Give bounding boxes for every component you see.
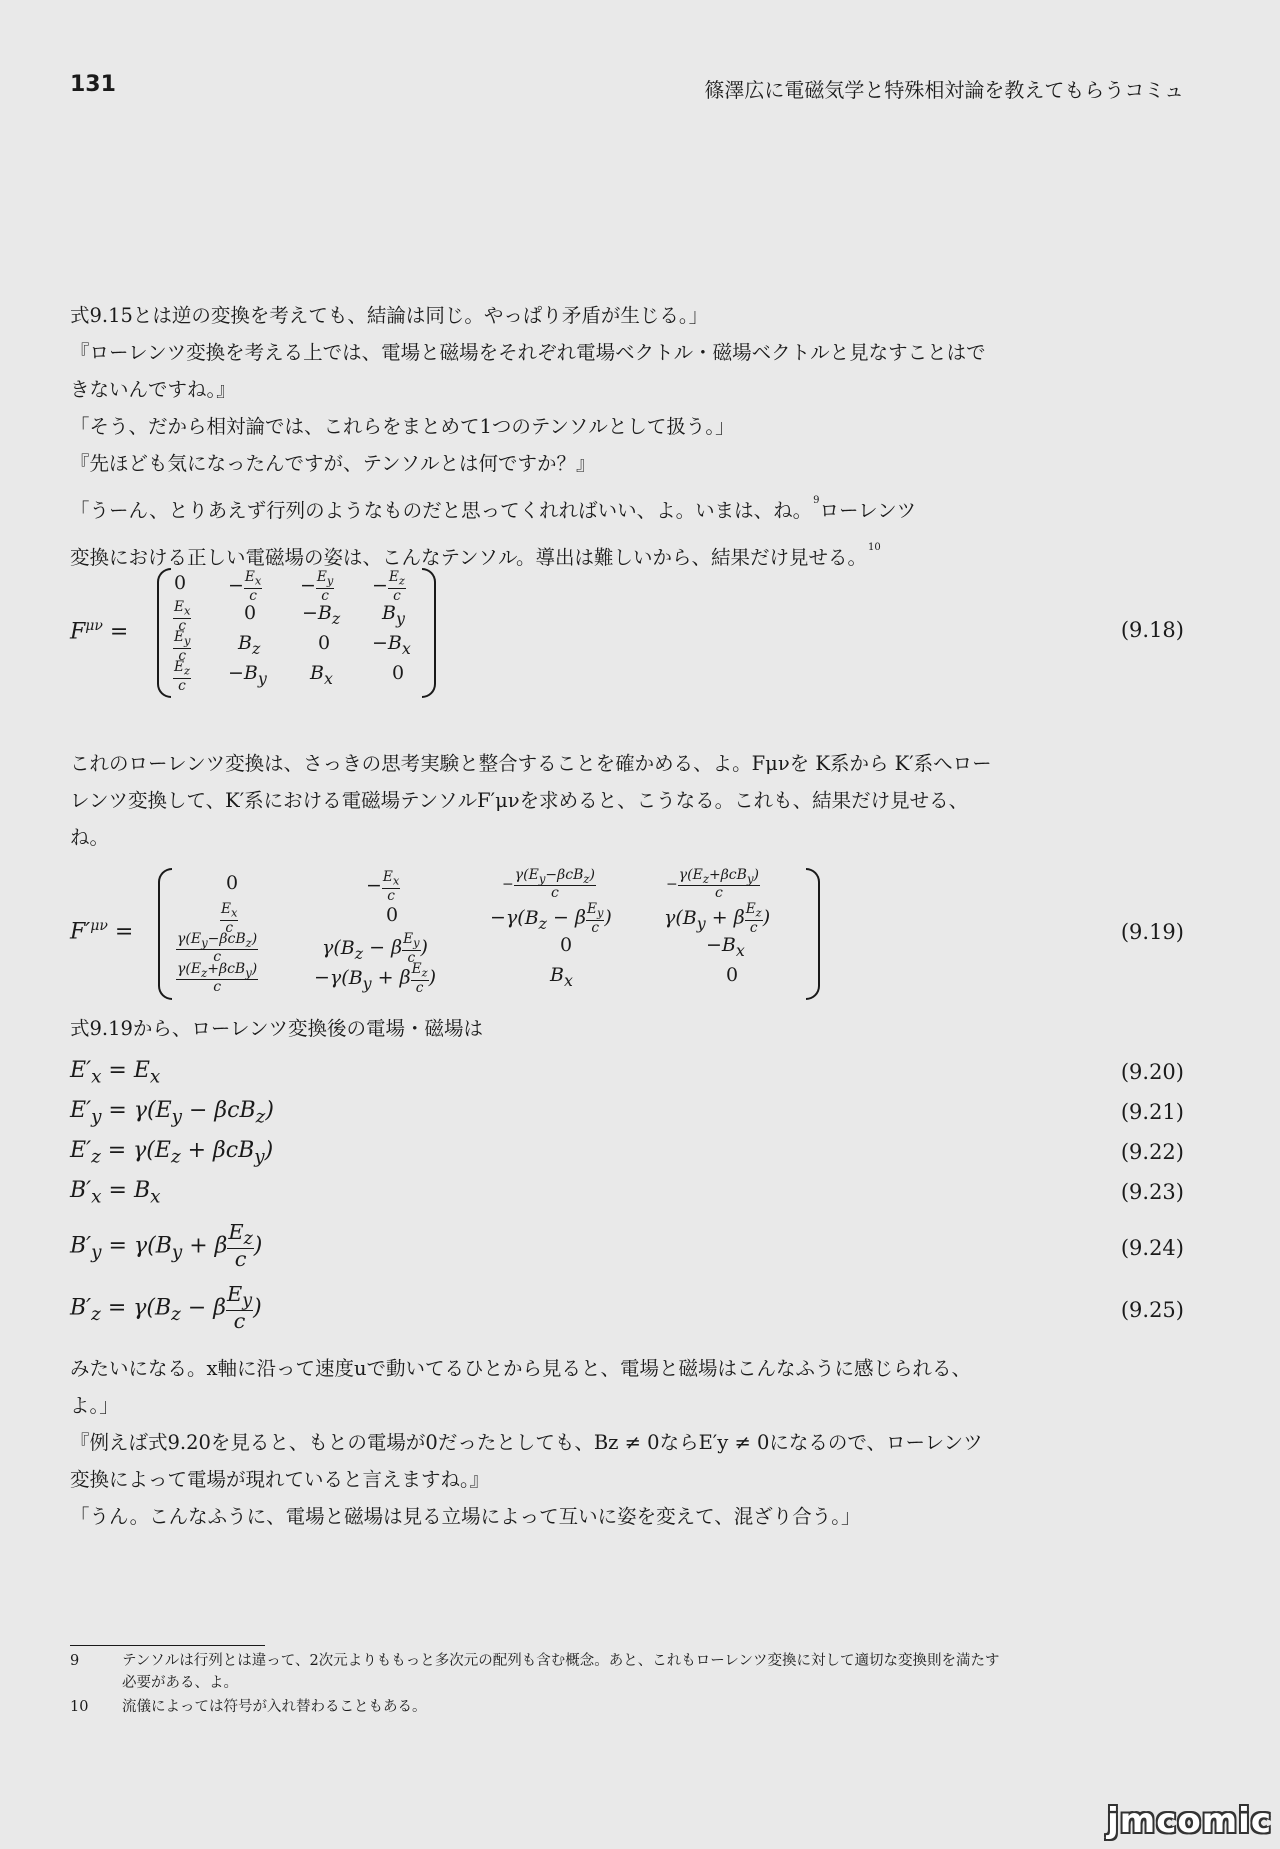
matrix-cell: $B_x$ [550,964,573,990]
equation-lhs: $F'^{\mu\nu}$ = [70,918,134,945]
matrix-left-bracket [157,568,171,698]
matrix-cell: − $\frac{\gamma(E_z+\beta cB_y)}{c}$ [666,867,759,902]
text-block-3 [70,1010,1000,1047]
matrix-cell: − $\frac{E_x}{c}$ [228,569,262,604]
matrix-cell: − $\frac{\gamma(E_y-\beta cB_z)}{c}$ [502,867,595,902]
running-title: 篠澤広に電磁気学と特殊相対論を教えてもらうコミュ [704,78,1184,102]
equation-9-22: $E'_z = \gamma(E_z + \beta cB_y)$ [70,1138,274,1168]
matrix-cell: 0 [318,632,331,654]
matrix-cell: $\gamma(B_y + \beta$ $\frac{E_z}{c}$ ) [664,901,771,936]
matrix-cell: 0 [226,872,239,894]
equation-9-19 [70,868,830,1000]
paragraph: 「うん。こんなふうに、電場と磁場は見る立場によって互いに姿を変えて、混ざり合う。」 [70,1505,861,1528]
equation-lhs: $F^{\mu\nu}$ = [70,618,129,645]
matrix-cell: $\frac{\gamma(E_y-\beta cB_z)}{c}$ [177,931,258,966]
footnote-marker[interactable]: 10 [867,542,881,553]
footnote-marker[interactable]: 9 [813,495,820,506]
paragraph: 式9.15とは逆の変換を考えても、結論は同じ。やっぱり矛盾が生じる。」 [70,304,709,327]
footnote-number: 10 [70,1699,89,1715]
matrix-cell: 0 [244,602,257,624]
matrix-cell: $\gamma(B_z - \beta$ $\frac{E_y}{c}$ ) [322,931,428,966]
matrix-cell: $\frac{E_y}{c}$ [174,629,191,664]
equation-9-18 [70,568,470,698]
paragraph: 式9.19から、ローレンツ変換後の電場・磁場は [70,1017,484,1040]
matrix-right-bracket [806,868,820,1000]
footnote-9 [70,1650,1000,1694]
matrix-right-bracket [422,568,436,698]
matrix-cell: $B_x$ [310,662,333,688]
footnote-divider [70,1645,265,1646]
equation-9-25: $B'_z = \gamma(B_z - \beta$ $\frac{E_y}{c}$ ) [70,1282,262,1334]
paragraph: 「そう、だから相対論では、これらをまとめて1つのテンソルとして扱う。」 [70,415,735,438]
footnote-number: 9 [70,1653,80,1669]
paragraph: これのローレンツ変換は、さっきの思考実験と整合することを確かめる、よ。Fμνを K系から K′系へローレンツ変換して、K′系における電磁場テンソルF′μνを求めると、こうなる。これも、結果だけ見せる、ね。 [70,752,992,849]
matrix-cell: 0 [560,934,573,956]
matrix-cell: $\frac{E_z}{c}$ [174,659,190,694]
paragraph-with-footnote-10: 変換における正しい電磁場の姿は、こんなテンソル。導出は難しいから、結果だけ見せる。$^{10}$ [70,542,881,569]
equation-number: (9.21) [1120,1100,1184,1124]
equation-number: (9.23) [1120,1180,1184,1204]
text-block-1 [70,297,1000,576]
matrix-cell: − $\frac{E_x}{c}$ [366,869,400,904]
paragraph-with-footnote-9: 「うーん、とりあえず行列のようなものだと思ってくれればいい、よ。いまは、ね。$^9$ローレンツ [70,495,917,522]
matrix-cell: $-B_x$ [706,934,745,960]
footnote-10 [70,1696,1000,1718]
text-block-4 [70,1350,1000,1535]
matrix-cell: 0 [174,572,187,594]
matrix-cell: $-B_x$ [372,632,411,658]
matrix-cell: $-B_z$ [302,602,341,628]
text-block-2 [70,745,1000,856]
equation-9-23: $B'_x = B_x$ [70,1178,161,1208]
matrix-cell: $\frac{\gamma(E_z+\beta cB_y)}{c}$ [177,961,258,996]
paragraph: 『先ほども気になったんですが、テンソルとは何ですか？』 [70,452,596,475]
matrix-cell: $-\gamma(B_y + \beta$ $\frac{E_z}{c}$ ) [314,961,437,996]
matrix-cell: $\frac{E_x}{c}$ [221,901,238,936]
matrix-cell: $B_z$ [238,632,261,658]
matrix-cell: 0 [386,904,399,926]
matrix-cell: 0 [726,964,739,986]
page-number: 131 [70,72,116,97]
matrix-cell: 0 [392,662,405,684]
matrix-left-bracket [158,868,172,1000]
equation-number: (9.18) [1120,618,1184,642]
equation-number: (9.25) [1120,1298,1184,1322]
footnote-text: 流儀によっては符号が入れ替わることもある。 [122,1699,427,1715]
matrix-cell: $B_y$ [382,602,405,628]
matrix-cell: $-B_y$ [228,662,267,688]
equation-9-24: $B'_y = \gamma(B_y + \beta$ $\frac{E_z}{c}$ ) [70,1220,263,1272]
paragraph: 『例えば式9.20を見ると、もとの電場が0だったとしても、Bz ≠ 0ならE′y ≠ 0になるので、ローレンツ変換によって電場が現れていると言えますね。』 [70,1431,983,1491]
footnote-text: テンソルは行列とは違って、2次元よりももっと多次元の配列も含む概念。あと、これもローレンツ変換に対して適切な変換則を満たす必要がある、よ。 [122,1653,1000,1691]
matrix-cell: − $\frac{E_z}{c}$ [372,569,405,604]
matrix-cell: $\frac{E_x}{c}$ [174,599,191,634]
paragraph: 『ローレンツ変換を考える上では、電場と磁場をそれぞれ電場ベクトル・磁場ベクトルと見なすことはできないんですね。』 [70,341,986,401]
matrix-cell: − $\frac{E_y}{c}$ [300,569,334,604]
matrix-cell: $-\gamma(B_z - \beta$ $\frac{E_y}{c}$ ) [490,901,612,936]
paragraph: みたいになる。x軸に沿って速度uで動いてるひとから見ると、電場と磁場はこんなふうに感じられる、よ。」 [70,1357,972,1417]
equation-number: (9.19) [1120,920,1184,944]
watermark-logo: jmcomic [1107,1801,1272,1841]
equation-9-21: $E'_y = \gamma(E_y - \beta cB_z)$ [70,1098,274,1128]
equation-number: (9.20) [1120,1060,1184,1084]
equation-number: (9.22) [1120,1140,1184,1164]
equation-number: (9.24) [1120,1236,1184,1260]
equation-9-20: $E'_x = E_x$ [70,1058,161,1088]
